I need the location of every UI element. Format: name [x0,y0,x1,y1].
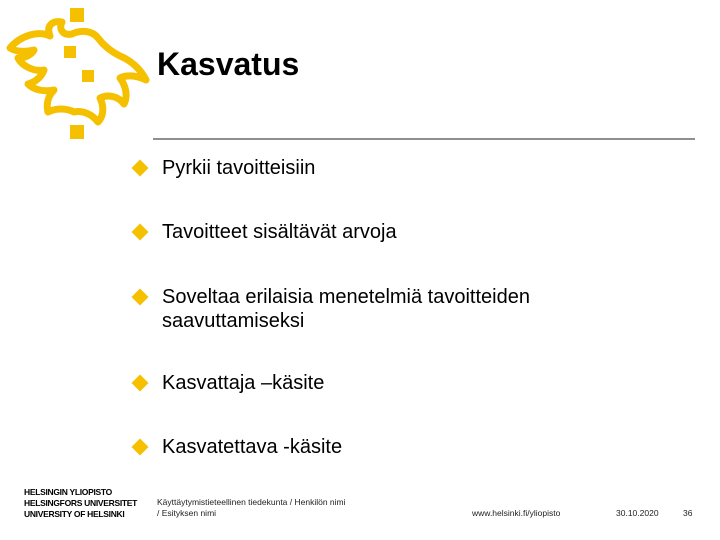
list-item [130,371,602,395]
footer-faculty-line1: Käyttäytymistieteellinen tiedekunta / Henkilön nimi [157,497,346,507]
university-name-en: UNIVERSITY OF HELSINKI [24,509,125,519]
footer-url: www.helsinki.fi/yliopisto [472,508,561,518]
list-item [130,156,602,180]
university-name [24,487,137,520]
bullet-text: Soveltaa erilaisia menetelmiä tavoitteiden saavuttamiseksi [162,286,530,332]
footer-date: 30.10.2020 [616,508,659,518]
diamond-bullet-icon [132,439,149,456]
diamond-bullet-icon [132,289,149,306]
list-item [130,220,602,244]
page-number: 36 [683,508,693,518]
page-title: Kasvatus [157,46,300,82]
university-name-sv: HELSINGFORS UNIVERSITET [24,498,138,508]
list-item [130,285,602,333]
bullet-text: Kasvatettava -käsite [162,436,343,458]
bullet-text: Pyrkii tavoitteisiin [162,157,316,179]
bullet-text: Tavoitteet sisältävät arvoja [162,221,397,243]
university-name-fi: HELSINGIN YLIOPISTO [24,487,112,497]
footer-faculty [157,497,346,519]
diamond-bullet-icon [132,375,149,392]
bullet-text: Kasvattaja –käsite [162,372,325,394]
list-item [130,435,602,459]
footer-faculty-line2: / Esityksen nimi [157,508,217,518]
diamond-bullet-icon [132,224,149,241]
diamond-bullet-icon [132,160,149,177]
